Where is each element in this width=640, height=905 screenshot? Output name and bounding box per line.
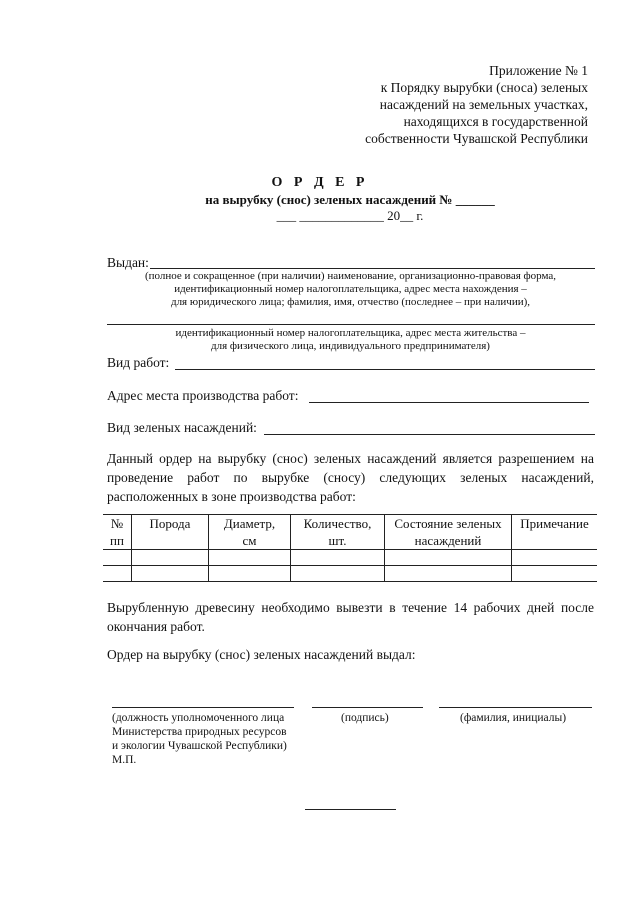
name-caption: (фамилия, инициалы) (460, 712, 567, 724)
table-row (103, 550, 597, 566)
plants-table (103, 514, 597, 582)
document-subtitle: на вырубку (снос) зеленых насаждений № ______ (205, 192, 495, 207)
issued-line-2 (107, 324, 595, 325)
caption-line: и экологии Чувашской Республики) (112, 740, 287, 752)
issued-line (150, 268, 595, 269)
work-address-label: Адрес места производства работ: (107, 388, 299, 403)
issued-by-label: Ордер на вырубку (снос) зеленых насаждений выдал: (107, 647, 416, 662)
signature-caption: (подпись) (341, 712, 389, 724)
caption-line: для юридического лица; фамилия, имя, отчество (последнее – при наличии), (170, 296, 531, 308)
name-line (439, 707, 592, 708)
table-header-cell: Количество, шт. (291, 515, 385, 550)
document-title: О Р Д Е Р (271, 175, 369, 190)
table-header-cell: Диаметр, см (209, 515, 291, 550)
plant-type-line (264, 434, 595, 435)
issued-caption-2 (107, 327, 594, 353)
caption-line: для физического лица, индивидуального предпринимателя) (211, 340, 490, 352)
position-caption (112, 711, 287, 767)
table-header-cell: Состояние зеленых насаждений (385, 515, 512, 550)
issued-label: Выдан: (107, 255, 149, 270)
position-line (112, 707, 294, 708)
caption-line: идентификационный номер налогоплательщика, адрес места нахождения – (174, 283, 527, 295)
document-date-line: ___ _____________ 20__ г. (276, 208, 424, 223)
footer-rule (305, 809, 396, 810)
work-type-label: Вид работ: (107, 355, 170, 370)
appendix-line: Приложение № 1 (489, 63, 588, 78)
appendix-line: находящихся в государственной (403, 114, 588, 129)
timber-removal-paragraph: Вырубленную древесину необходимо вывезти в течение 14 рабочих дней после окончания работ. (107, 600, 594, 634)
signature-line (312, 707, 423, 708)
plant-type-label: Вид зеленых насаждений: (107, 420, 257, 435)
table-header-cell: № пп (103, 515, 132, 550)
caption-line: (полное и сокращенное (при наличии) наименование, организационно-правовая форма, (144, 270, 557, 282)
work-type-line (175, 369, 595, 370)
table-header-row (103, 515, 597, 550)
table-header-cell: Примечание (512, 515, 598, 550)
appendix-line: насаждений на земельных участках, (379, 97, 588, 112)
permission-paragraph: Данный ордер на вырубку (снос) зеленых насаждений является разрешением на проведение работ по вырубке (сносу) следующих зеленых насаждений, расположенных в зоне производства работ: (107, 451, 594, 504)
appendix-block (288, 62, 588, 147)
appendix-line: собственности Чувашской Республики (365, 131, 588, 146)
caption-line: Министерства природных ресурсов (112, 726, 287, 738)
appendix-line: к Порядку вырубки (сноса) зеленых (380, 80, 588, 95)
issued-caption-1 (107, 270, 594, 309)
caption-line: идентификационный номер налогоплательщика, адрес места жительства – (175, 327, 526, 339)
work-address-line (309, 402, 589, 403)
caption-line: (должность уполномоченного лица (112, 712, 285, 724)
table-row (103, 566, 597, 582)
table-header-cell: Порода (132, 515, 209, 550)
stamp-label: М.П. (112, 754, 137, 766)
